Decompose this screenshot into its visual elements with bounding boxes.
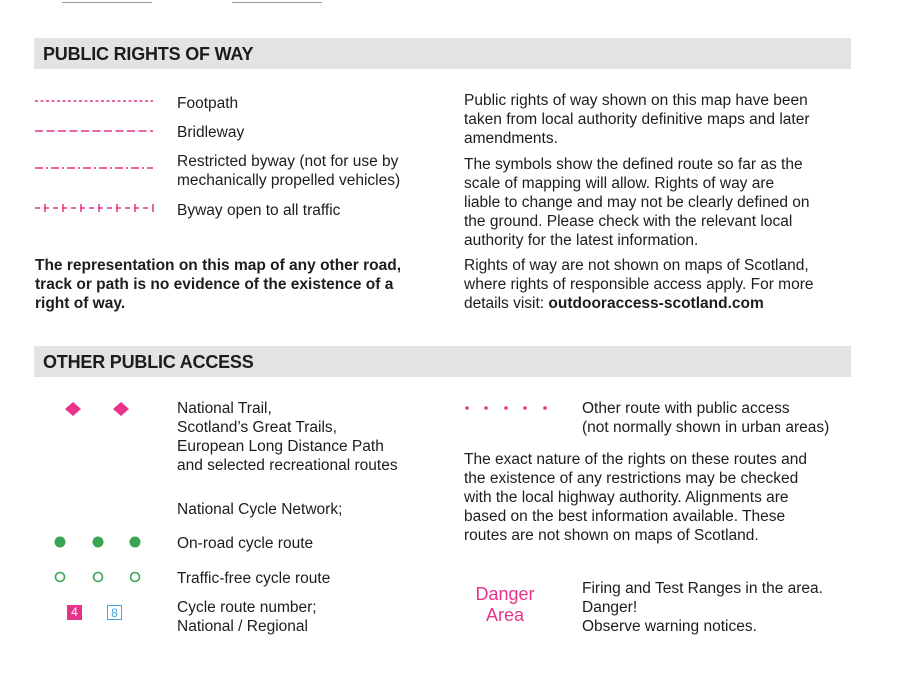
dot-icon bbox=[130, 537, 141, 548]
legend-bridleway-label: Bridleway bbox=[177, 124, 245, 141]
regional-route-number-badge: 8 bbox=[107, 605, 122, 620]
cycle-route-number-label: Cycle route number; National / Regional bbox=[177, 599, 317, 635]
rights-of-way-paragraph-2: The symbols show the defined route so far as the scale of mapping will allow. Rights of way are liable to change and may not be clearly defined on the ground. Please check with the relevant local authority for the latest information. bbox=[464, 156, 810, 249]
ring-icon bbox=[131, 573, 140, 582]
dot-icon bbox=[504, 406, 508, 410]
on-road-cycle-label: On-road cycle route bbox=[177, 535, 314, 552]
traffic-free-cycle-label: Traffic-free cycle route bbox=[177, 570, 331, 587]
rights-of-way-symbols bbox=[33, 96, 155, 221]
top-cutoff-remnant bbox=[62, 0, 152, 3]
dot-icon bbox=[55, 537, 66, 548]
dot-icon bbox=[465, 406, 469, 410]
other-route-label: Other route with public access (not normally shown in urban areas) bbox=[582, 400, 830, 436]
dot-icon bbox=[523, 406, 527, 410]
other-route-symbol bbox=[462, 402, 552, 414]
traffic-free-cycle-symbol bbox=[52, 569, 144, 585]
dot-icon bbox=[93, 537, 104, 548]
dot-icon bbox=[484, 406, 488, 410]
danger-area-symbol: Danger Area bbox=[475, 584, 535, 625]
dot-icon bbox=[543, 406, 547, 410]
top-cutoff-remnant bbox=[232, 0, 322, 3]
national-trail-symbol bbox=[64, 401, 134, 417]
firing-ranges-label: Firing and Test Ranges in the area. Danger! Observe warning notices. bbox=[582, 580, 823, 635]
rights-nature-paragraph: The exact nature of the rights on these routes and the existence of any restrictions may be checked with the local highway authority. Alignments are based on the best information available. These routes are not shown on maps of Scotland. bbox=[464, 451, 807, 544]
diamond-icon bbox=[113, 402, 129, 416]
rights-of-way-disclaimer: The representation on this map of any other road, track or path is no evidence of the existence of a right of way. bbox=[35, 257, 402, 312]
ring-icon bbox=[94, 573, 103, 582]
section-title: OTHER PUBLIC ACCESS bbox=[43, 352, 254, 372]
national-trail-label: National Trail, Scotland’s Great Trails, European Long Distance Path and selected recreational routes bbox=[177, 400, 398, 474]
national-cycle-network-label: National Cycle Network; bbox=[177, 501, 343, 518]
rights-of-way-paragraph-3: Rights of way are not shown on maps of Scotland, where rights of responsible access apply. For more details visit: outdooraccess-scotland.com bbox=[464, 257, 814, 312]
on-road-cycle-symbol bbox=[52, 534, 144, 550]
ring-icon bbox=[56, 573, 65, 582]
national-route-number-badge: 4 bbox=[67, 605, 82, 620]
legend-byway-label: Byway open to all traffic bbox=[177, 202, 341, 219]
rights-of-way-paragraph-1: Public rights of way shown on this map have been taken from local authority definitive maps and later amendments. bbox=[464, 92, 810, 147]
section-title: PUBLIC RIGHTS OF WAY bbox=[43, 44, 254, 64]
legend-footpath-label: Footpath bbox=[177, 95, 239, 112]
section-header-other-public-access bbox=[34, 346, 851, 377]
outdoor-access-link[interactable]: outdooraccess-scotland.com bbox=[548, 295, 764, 312]
legend-restricted-byway-label: Restricted byway (not for use by mechanically propelled vehicles) bbox=[177, 153, 401, 189]
diamond-icon bbox=[65, 402, 81, 416]
byway-symbol bbox=[35, 204, 153, 212]
section-header-public-rights-of-way bbox=[34, 38, 851, 69]
